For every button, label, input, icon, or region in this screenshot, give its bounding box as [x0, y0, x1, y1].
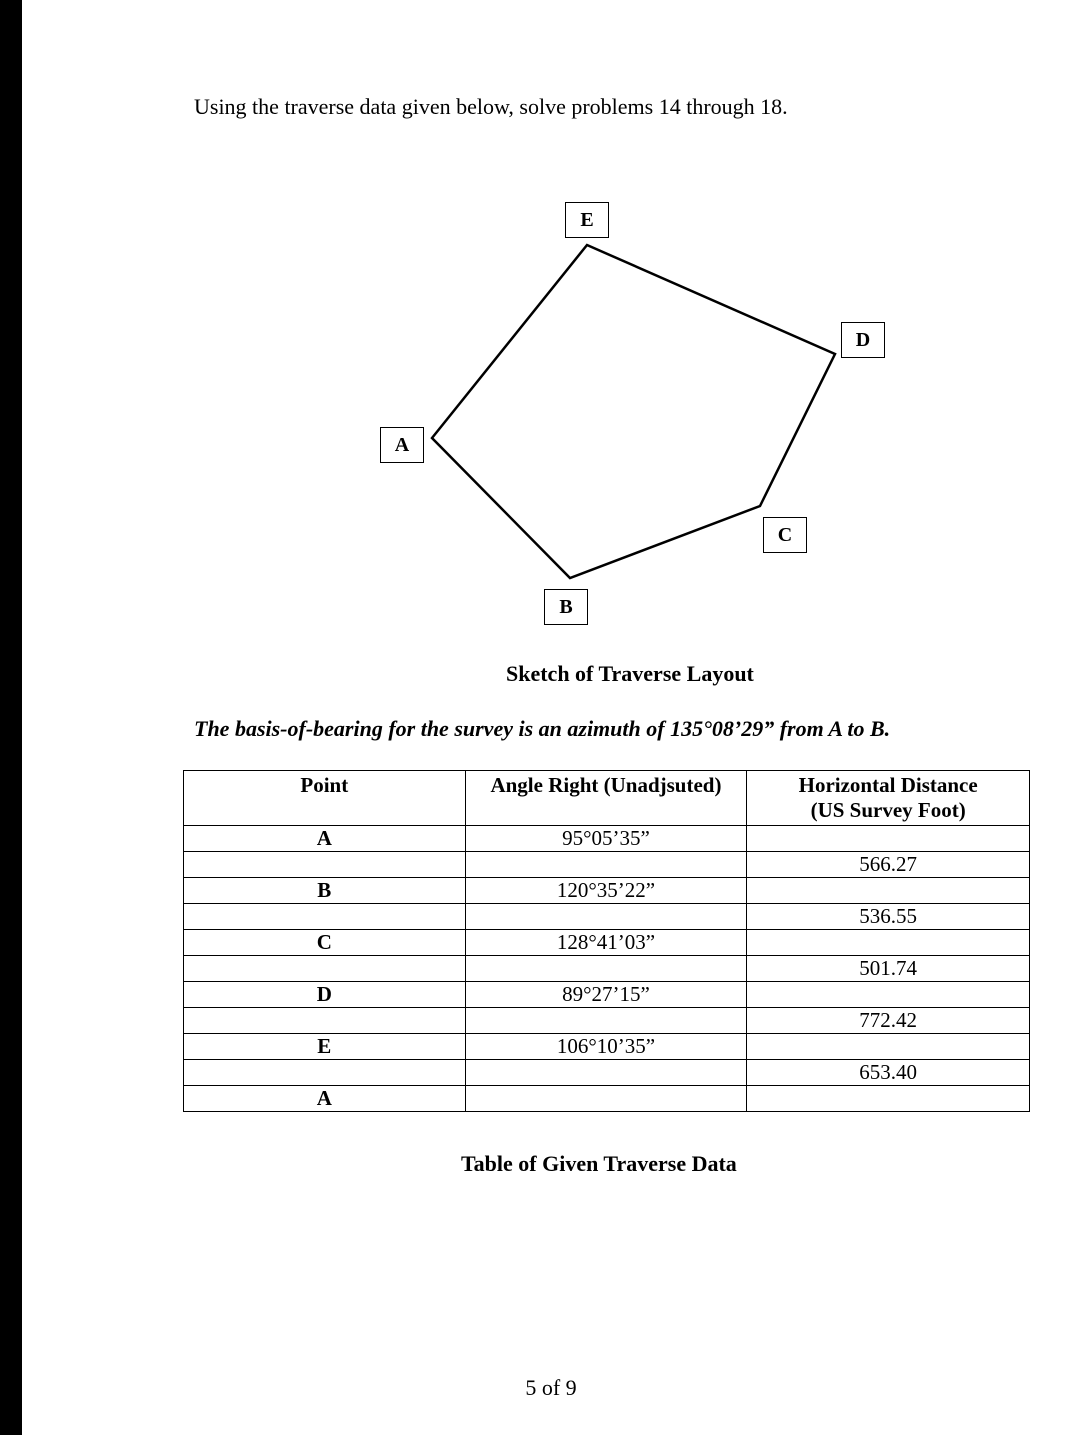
table-row [184, 852, 1030, 878]
header-distance [747, 771, 1030, 826]
cell-angle [465, 1008, 747, 1034]
intro-text: Using the traverse data given below, solve problems 14 through 18. [194, 94, 788, 119]
page-number: 5 of 9 [525, 1375, 577, 1400]
cell-distance: 653.40 [747, 1060, 1030, 1086]
cell-distance [747, 1034, 1030, 1060]
point-label-b: B [544, 589, 588, 625]
cell-angle [465, 904, 747, 930]
cell-distance [747, 878, 1030, 904]
cell-angle [465, 956, 747, 982]
cell-angle: 120°35’22” [465, 878, 747, 904]
table-row [184, 956, 1030, 982]
cell-point: A [184, 826, 466, 852]
cell-point [184, 1060, 466, 1086]
table-caption: Table of Given Traverse Data [461, 1151, 737, 1176]
point-label-a: A [380, 427, 424, 463]
header-angle: Angle Right (Unadjsuted) [465, 771, 747, 826]
point-label-d: D [841, 322, 885, 358]
cell-distance [747, 826, 1030, 852]
document-page [22, 0, 1080, 1435]
table-row [184, 930, 1030, 956]
header-point: Point [184, 771, 466, 826]
cell-distance [747, 930, 1030, 956]
cell-point [184, 904, 466, 930]
cell-angle [465, 852, 747, 878]
cell-point: B [184, 878, 466, 904]
cell-point [184, 852, 466, 878]
table-row [184, 904, 1030, 930]
sketch-caption: Sketch of Traverse Layout [506, 661, 754, 686]
header-distance-line1: Horizontal Distance [798, 773, 978, 797]
traverse-table [183, 770, 1030, 1112]
cell-distance: 566.27 [747, 852, 1030, 878]
table-row [184, 1008, 1030, 1034]
table-row [184, 1060, 1030, 1086]
cell-angle [465, 1060, 747, 1086]
cell-point: A [184, 1086, 466, 1112]
cell-distance [747, 982, 1030, 1008]
cell-distance: 536.55 [747, 904, 1030, 930]
cell-point: D [184, 982, 466, 1008]
cell-angle [465, 1086, 747, 1112]
cell-angle: 106°10’35” [465, 1034, 747, 1060]
cell-angle: 128°41’03” [465, 930, 747, 956]
basis-of-bearing: The basis-of-bearing for the survey is an azimuth of 135°08’29” from A to B. [194, 716, 891, 741]
table-row [184, 1086, 1030, 1112]
cell-point [184, 1008, 466, 1034]
table-row [184, 982, 1030, 1008]
cell-point [184, 956, 466, 982]
point-label-e: E [565, 202, 609, 238]
cell-point: C [184, 930, 466, 956]
table-row [184, 1034, 1030, 1060]
cell-distance [747, 1086, 1030, 1112]
traverse-sketch [22, 0, 1080, 640]
table-header-row [184, 771, 1030, 826]
table-row [184, 826, 1030, 852]
point-label-c: C [763, 517, 807, 553]
table-row [184, 878, 1030, 904]
cell-distance: 501.74 [747, 956, 1030, 982]
cell-point: E [184, 1034, 466, 1060]
cell-angle: 95°05’35” [465, 826, 747, 852]
header-distance-line2: (US Survey Foot) [810, 798, 966, 822]
cell-angle: 89°27’15” [465, 982, 747, 1008]
cell-distance: 772.42 [747, 1008, 1030, 1034]
